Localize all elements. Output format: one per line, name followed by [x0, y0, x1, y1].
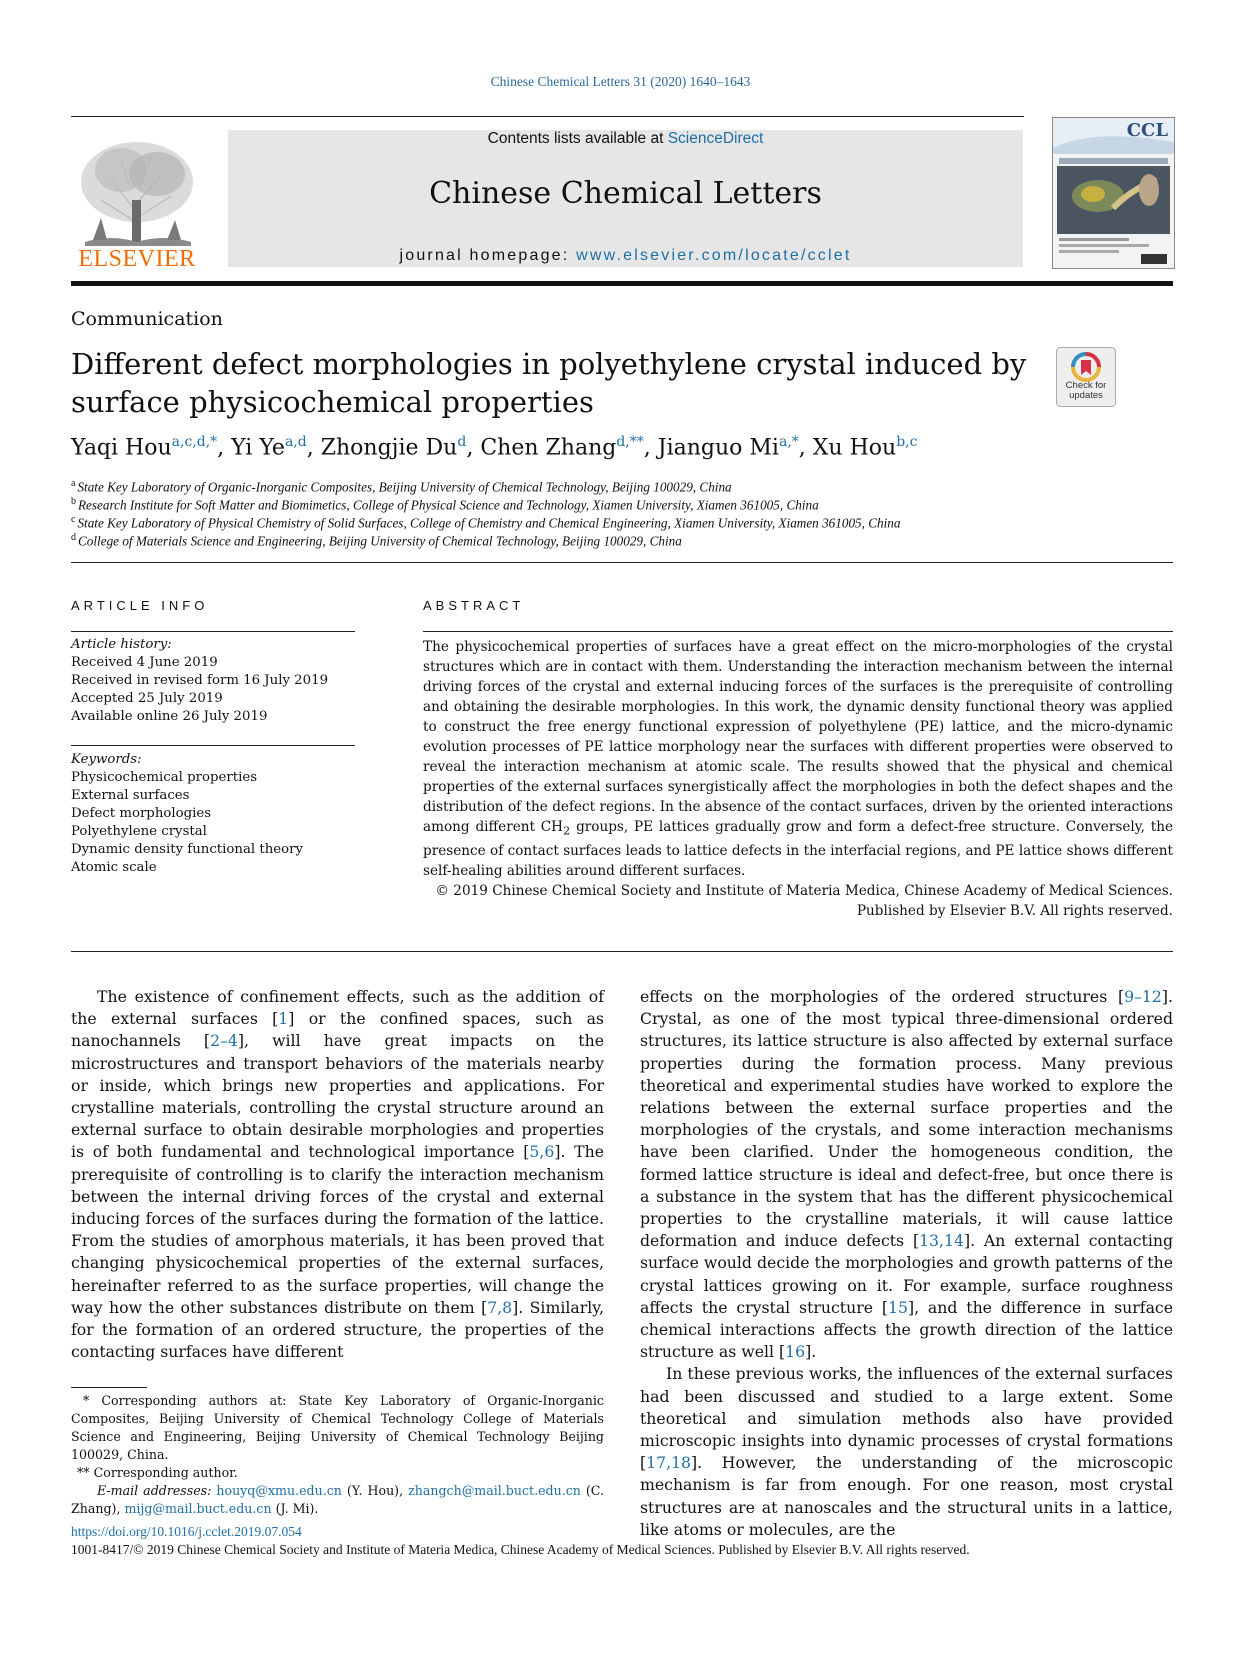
email-owner: (J. Mi). [271, 1501, 319, 1516]
body-text: The existence of confinement effects, such as the addition of the external surfaces [ [71, 987, 604, 1029]
keywords-rule [71, 745, 355, 746]
sciencedirect-link[interactable]: ScienceDirect [667, 130, 764, 147]
affiliation-key: c [71, 514, 76, 525]
author-affiliation-marker[interactable]: b,c [896, 434, 918, 450]
keyword-item: Dynamic density functional theory [71, 842, 304, 857]
citation-link[interactable]: 7,8 [487, 1297, 513, 1317]
body-text: ]. An external contacting surface would decide the morphologies and growth patterns of the crystal lattices growing on it. For example, surface roughness affects the crystal structure [ [640, 1231, 1173, 1317]
author-list [71, 434, 917, 460]
affiliation-key: b [71, 496, 76, 507]
contents-prefix: Contents lists available at [487, 130, 668, 147]
abstract-rule [423, 631, 1173, 632]
history-item: Received 4 June 2019 [71, 655, 218, 670]
citation-link[interactable]: 2–4 [210, 1031, 238, 1051]
author-affiliation-marker[interactable]: a,d [284, 434, 307, 450]
history-item: Received in revised form 16 July 2019 [71, 673, 329, 688]
subscript: 2 [563, 823, 571, 838]
author-name: Chen Zhang [480, 435, 617, 461]
citation-link[interactable]: 9–12 [1124, 987, 1162, 1006]
affiliation-d [71, 532, 682, 549]
crossmark-label: Check for updates [1065, 380, 1107, 401]
body-text: In these previous works, the influences of the external surfaces had been discussed and studied to a large extent. Some theoretical and simulation methods also have provided microscopic insights into dynamic processes of crystal formations [ [640, 1364, 1173, 1473]
body-text: effects on the morphologies of the ordered structures [ [640, 987, 1125, 1006]
author-name: Yi Ye [231, 435, 285, 461]
affiliation-key: a [71, 478, 76, 489]
history-item: Available online 26 July 2019 [71, 709, 268, 724]
affiliation-key: d [71, 532, 76, 543]
journal-homepage-line [228, 247, 1023, 265]
citation-link[interactable]: 17,18 [646, 1453, 692, 1473]
abstract-body [423, 637, 1173, 921]
author-affiliation-marker[interactable]: a,c,d,* [171, 434, 218, 450]
affiliation-text: College of Materials Science and Engineering, Beijing University of Chemical Technology, Beijing 100029, China [78, 533, 682, 549]
elsevier-wordmark[interactable]: ELSEVIER [78, 246, 196, 272]
author-separator: , [217, 435, 232, 461]
footnote-corresponding-author: ** Corresponding author. [77, 1465, 238, 1480]
author-separator: , [466, 435, 481, 461]
article-info-rule [71, 631, 355, 632]
contents-available-line [228, 130, 1023, 148]
email-owner: (Y. Hou), [341, 1483, 409, 1498]
body-paragraph [640, 986, 1173, 1363]
keyword-item: External surfaces [71, 788, 190, 803]
abstract-divider [71, 951, 1173, 952]
author-affiliation-marker[interactable]: d [457, 434, 467, 450]
body-paragraph [71, 986, 604, 1363]
email-link[interactable]: mijg@mail.buct.edu.cn [124, 1501, 272, 1516]
journal-cover-thumbnail[interactable] [1052, 117, 1175, 269]
body-text: ]. The prerequisite of controlling is to clarify the interaction mechanism between the internal driving forces of the crystal and external inducing forces of the surfaces during the formation of the lattice. From the studies of amorphous materials, it has been proved that changing physicochemical properties of the external surfaces, hereinafter referred to as the surface properties, will change the way how the other substances distribute on them [ [71, 1142, 604, 1317]
body-paragraph [640, 1363, 1173, 1541]
citation-link[interactable]: 5,6 [529, 1142, 555, 1162]
abstract-paragraph [423, 637, 1173, 881]
body-text: ]. Crystal, as one of the most typical three-dimensional ordered structures, its lattice structure is also affected by external surface properties during the formation process. Many previous theoretical and experimental studies have worked to explore the relations between the external surface properties and the morphologies of the crystals, and some interaction mechanisms have been clarified. Under the homogeneous condition, the formed lattice structure is ideal and defect-free, but once there is a substance in the system that has the different physicochemical properties to the crystalline materials, it will cause lattice deformation and induce defects [ [640, 987, 1173, 1251]
footnotes [71, 1392, 604, 1518]
author-separator: , [798, 435, 813, 461]
affiliation-c [71, 514, 900, 531]
keyword-item: Polyethylene crystal [71, 824, 207, 839]
top-divider [71, 116, 1024, 117]
doi-link[interactable]: https://doi.org/10.1016/j.cclet.2019.07.054 [71, 1524, 302, 1539]
article-info-heading: ARTICLE INFO [71, 598, 209, 613]
abstract-text: The physicochemical properties of surfaces have a great effect on the micro-morphologies of the crystal structures which are in contact with them. Understanding the interaction mechanism between the internal driving forces of the crystal and external inducing forces of the surfaces is the prerequisite of controlling and obtaining the desirable morphologies. In this work, the dynamic density functional theory was applied to construct the free energy functional expression of polyethylene (PE) lattice, and the micro-dynamic evolution processes of PE lattice morphology near the surfaces with different properties were observed to reveal the interaction mechanism at atomic scale. The results showed that the physical and chemical properties of the external surfaces synergistically affect the morphologies in both the defect shapes and the distribution of the defect regions. In the absence of the contact surfaces, driven by the oriented interactions among different CH [423, 639, 1173, 835]
body-text: ], will have great impacts on the microstructures and transport behaviors of the materials nearby or inside, which brings new properties and applications. For crystalline materials, controlling the crystal structure around an external surface to obtain desirable morphologies and properties is of both fundamental and technological importance [ [71, 1031, 604, 1162]
email-link[interactable]: houyq@xmu.edu.cn [216, 1483, 342, 1498]
abstract-text: groups, PE lattices gradually grow and form a defect-free structure. Conversely, the presence of contact surfaces leads to lattice defects in the interfacial regions, and PE lattice shows different self-healing abilities around different surfaces. [423, 819, 1173, 879]
author-separator: , [643, 435, 658, 461]
body-text: ]. However, the understanding of the microscopic mechanism is far from enough. For one reason, most crystal structures are at nanoscales and the structural units in a lattice, like atoms or molecules, are the [640, 1453, 1173, 1539]
body-text: ]. [805, 1342, 817, 1362]
footnote-emails [71, 1482, 604, 1518]
author-name: Zhongjie Du [320, 435, 458, 461]
body-text: ], and the difference in surface chemical interactions affects the growth direction of the lattice structure as well [ [640, 1297, 1173, 1362]
affiliation-text: State Key Laboratory of Physical Chemistry of Solid Surfaces, College of Chemistry and Chemical Engineering, Xiamen University, Xiamen 361005, China [77, 515, 901, 531]
affiliation-text: Research Institute for Soft Matter and Biomimetics, College of Physical Science and Technology, Xiamen University, Xiamen 361005, China [78, 497, 819, 513]
copyright-line: Published by Elsevier B.V. All rights reserved. [856, 902, 1173, 919]
affiliation-a [71, 478, 732, 495]
affiliation-b [71, 496, 819, 513]
affiliations-divider [71, 562, 1173, 563]
author-affiliation-marker[interactable]: d,** [616, 434, 644, 450]
body-column-right [640, 986, 1173, 1541]
check-for-updates-badge[interactable] [1056, 347, 1116, 407]
body-text: ] or the confined spaces, such as nanochannels [ [71, 1009, 604, 1051]
journal-title: Chinese Chemical Letters [429, 176, 822, 211]
history-item: Accepted 25 July 2019 [71, 691, 223, 706]
keywords-list [71, 751, 303, 877]
copyright-line: © 2019 Chinese Chemical Society and Institute of Materia Medica, Chinese Academy of Medical Sciences. [435, 882, 1173, 899]
article-title: Different defect morphologies in polyethylene crystal induced by surface physicochemical properties [71, 347, 1027, 419]
body-column-left [71, 986, 604, 1363]
citation-link[interactable]: 13,14 [919, 1231, 964, 1251]
author-name: Yaqi Hou [71, 435, 172, 461]
email-owner: (C. Zhang), [71, 1483, 604, 1516]
author-separator: , [306, 435, 321, 461]
abstract-copyright [423, 881, 1173, 921]
email-label: E-mail addresses: [97, 1483, 217, 1498]
homepage-prefix: journal homepage: [399, 247, 577, 264]
keyword-item: Physicochemical properties [71, 770, 258, 785]
citation-link[interactable]: 1 [278, 1009, 289, 1029]
body-text: ]. Similarly, for the formation of an ordered structure, the properties of the contacting surfaces have different [71, 1297, 604, 1362]
issn-copyright-line: 1001-8417/© 2019 Chinese Chemical Society and Institute of Materia Medica, Chinese Academy of Medical Sciences. Published by Elsevier B.V. All rights reserved. [71, 1542, 970, 1557]
affiliation-text: State Key Laboratory of Organic-Inorganic Composites, Beijing University of Chemical Technology, Beijing 100029, China [77, 479, 732, 495]
journal-citation[interactable]: Chinese Chemical Letters 31 (2020) 1640–1643 [490, 74, 751, 89]
citation-link[interactable]: 16 [785, 1342, 806, 1362]
keywords-label: Keywords: [71, 752, 142, 767]
citation-link[interactable]: 15 [887, 1297, 908, 1317]
footnote-rule [71, 1387, 147, 1388]
journal-homepage-link[interactable]: www.elsevier.com/locate/cclet [576, 247, 852, 264]
cover-logo-text: CCL [1126, 120, 1168, 141]
keyword-item: Defect morphologies [71, 806, 212, 821]
email-link[interactable]: zhangch@mail.buct.edu.cn [408, 1483, 581, 1498]
header-thick-rule [71, 281, 1173, 286]
article-type: Communication [71, 308, 223, 330]
article-history [71, 636, 328, 726]
author-name: Jianguo Mi [657, 435, 779, 461]
history-label: Article history: [71, 637, 172, 652]
author-affiliation-marker[interactable]: a,* [778, 434, 799, 450]
author-name: Xu Hou [812, 435, 897, 461]
footnote-corresponding-authors: * Corresponding authors at: State Key Laboratory of Organic-Inorganic Composites, Beijing University of Chemical Technology College of Materials Science and Engineering, Beijing University of Chemical Technology Beijing 100029, China. [71, 1393, 604, 1462]
keyword-item: Atomic scale [71, 860, 157, 875]
abstract-heading: ABSTRACT [423, 598, 525, 613]
